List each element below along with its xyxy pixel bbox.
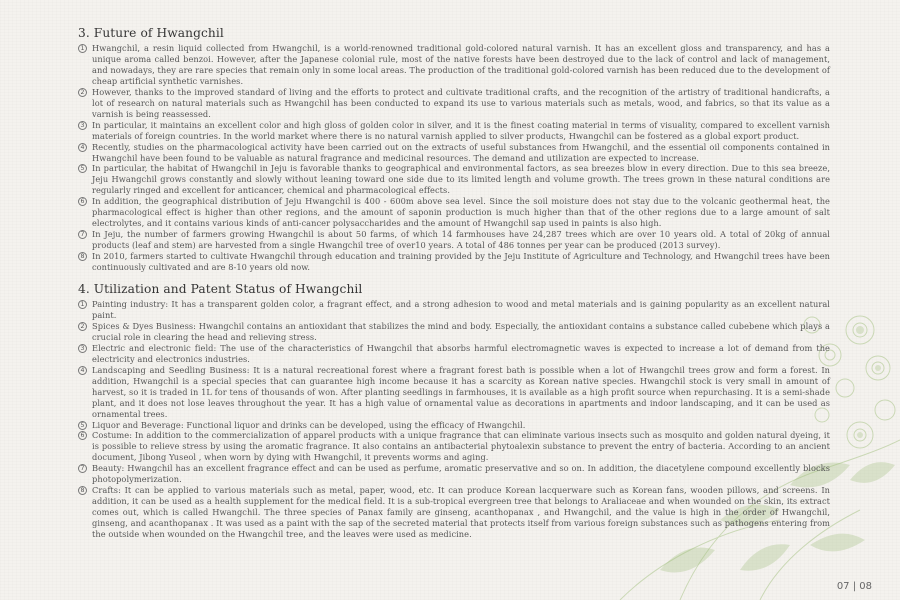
- item-number: 2: [78, 88, 87, 97]
- item-text: In particular, it maintains an excellent color and high gloss of golden color in silver, and it is the finest coating material in terms of visuality, compared to excellent varnish materials of foreign countries. In the world market where there is no natural varnish applied to silver products, Hwangchil can be fostered as a global export product.: [92, 119, 830, 141]
- list-item: [78, 485, 830, 540]
- page-number: 07 | 08: [836, 581, 872, 592]
- item-number: 3: [78, 344, 87, 353]
- section-4-title: 4. Utilization and Patent Status of Hwangchil: [78, 282, 363, 297]
- item-text: Spices & Dyes Business: Hwangchil contains an antioxidant that stabilizes the mind and body. Especially, the antioxidant contains a substance called cubebene which plays a crucial role in clearing the head and relieving stress.: [92, 320, 830, 342]
- item-text: Liquor and Beverage: Functional liquor and drinks can be developed, using the efficacy of Hwangchil.: [92, 419, 526, 430]
- section-3-list: [78, 43, 830, 273]
- item-number: 8: [78, 486, 87, 495]
- item-number: 8: [78, 252, 87, 261]
- item-number: 7: [78, 464, 87, 473]
- list-item: [78, 420, 830, 431]
- item-number: 1: [78, 300, 87, 309]
- item-text: However, thanks to the improved standard of living and the efforts to protect and cultivate traditional crafts, and the recognition of the artistry of traditional handicrafts, a lot of research on natural materials such as Hwangchil has been conducted to expand its use to various materials such as metals, wood, and fabrics, so that its value as a varnish is being reassessed.: [92, 86, 830, 119]
- list-item: [78, 163, 830, 196]
- list-item: [78, 463, 830, 485]
- item-text: Beauty: Hwangchil has an excellent fragrance effect and can be used as perfume, aromatic preservative and so on. In addition, the diacetylene compound excellently blocks photopolymerization.: [92, 463, 830, 485]
- item-number: 5: [78, 421, 87, 430]
- item-number: 1: [78, 44, 87, 53]
- list-item: [78, 120, 830, 142]
- item-text: Costume: In addition to the commercialization of apparel products with a unique fragrance that can eliminate various insects such as mosquito and golden natural dyeing, it is possible to relieve stress by using the aromatic fragrance. It also contains an antibacterial phytoalexin substance to prevent the entry of bacteria. According to an ancient document, Jibong Yuseol , when worn by dying with Hwangchil, it prevents worms and aging.: [92, 430, 830, 463]
- item-number: 6: [78, 197, 87, 206]
- item-text: In 2010, farmers started to cultivate Hwangchil through education and training provided by the Jeju Institute of Agriculture and Technology, and Hwangchil trees have been continuously cultivated and are 8-10 years old now.: [92, 251, 830, 273]
- list-item: [78, 299, 830, 321]
- item-text: Painting industry: It has a transparent golden color, a fragrant effect, and a strong adhesion to wood and metal materials and is gaining popularity as an excellent natural paint.: [92, 299, 830, 320]
- item-number: 4: [78, 366, 87, 375]
- list-item: [78, 142, 830, 164]
- item-number: 2: [78, 322, 87, 331]
- item-text: Hwangchil, a resin liquid collected from Hwangchil, is a world-renowned traditional gold-colored natural varnish. It has an excellent gloss and transparency, and has a unique aroma called benzoi. However, after the Japanese colonial rule, most of the native forests have been destroyed due to the lack of control and lack of management, and nowadays, they are rare species that remain only in some local areas. The production of the traditional gold-colored varnish has been reduced due to the development of cheap artificial synthetic varnishes.: [92, 43, 830, 86]
- item-text: In addition, the geographical distribution of Jeju Hwangchil is 400 - 600m above sea level. Since the soil moisture does not stay due to the volcanic geothermal heat, the pharmacological effect is higher than other regions, and the amount of saponin production is much higher than that of the other regions due to a large amount of salt electrolytes, and it contains various kinds of anti-cancer polysaccharides and the amount of Hwangchil sap used in paints is also high.: [92, 196, 830, 229]
- item-number: 7: [78, 230, 87, 239]
- list-item: [78, 365, 830, 420]
- section-3-title: 3. Future of Hwangchil: [78, 26, 224, 40]
- list-item: [78, 87, 830, 120]
- item-number: 4: [78, 143, 87, 152]
- list-item: [78, 229, 830, 251]
- page-content: [78, 26, 830, 540]
- item-text: Recently, studies on the pharmacological activity have been carried out on the extracts of useful substances from Hwangchil, and the essential oil components contained in Hwangchil have been found to be valuable as natural fragrance and medicinal resources. The demand and utilization are expected to increase.: [92, 141, 830, 163]
- list-item: [78, 196, 830, 229]
- list-item: [78, 343, 830, 365]
- list-item: [78, 430, 830, 463]
- item-text: Crafts: It can be applied to various materials such as metal, paper, wood, etc. It can produce Korean lacquerware such as Korean fans, wooden pillows, and screens. In addition, it can be used as a health supplement for the medical field. It is a sub-tropical evergreen tree that belongs to Araliaceae and when wounded on the skin, its extract comes out, which is called Hwangchil. The three species of Panax family are ginseng, acanthopanax , and Hwangchil, and the value is high in the order of Hwangchil, ginseng, and acanthopanax . It was used as a paint with the sap of the secreted material that protects itself from various foreign substances such as pathogens entering from the outside when wounded on the Hwangchil tree, and the leaves were used as medicine.: [92, 485, 830, 540]
- item-number: 6: [78, 431, 87, 440]
- list-item: [78, 251, 830, 273]
- item-text: In particular, the habitat of Hwangchil in Jeju is favorable thanks to geographical and environmental factors, as sea breezes blow in every direction. Due to this sea breeze, Jeju Hwangchil grows constantly and slowly without leaning toward one side due to its limited length and volume growth. The trees grown in these natural conditions are regularly ringed and excellent for anticancer, chemical and pharmacological effects.: [92, 163, 830, 196]
- item-number: 3: [78, 121, 87, 130]
- section-4-list: [78, 299, 830, 540]
- item-text: Landscaping and Seedling Business: It is a natural recreational forest where a fragrant forest bath is possible when a lot of Hwangchil trees grow and form a forest. In addition, Hwangchil is a special species that can guarantee high income because it has a scarcity as Korean native species. Hwangchil stock is very small in amount of harvest, so it is traded in 1L for tens of thousands of won. After planting seedlings in farmhouses, it is available as a high profit source when repurchasing. It is a semi-shade plant, and it does not lose leaves throughout the year. It has a high value of ornamental value as decorations in apartments and indoor landscaping, and it can be used as ornamental trees.: [92, 364, 830, 419]
- item-number: 5: [78, 164, 87, 173]
- item-text: Electric and electronic field: The use of the characteristics of Hwangchil that absorbs harmful electromagnetic waves is expected to increase a lot of demand from the electricity and electronics industries.: [92, 342, 830, 364]
- list-item: [78, 43, 830, 87]
- list-item: [78, 321, 830, 343]
- item-text: In Jeju, the number of farmers growing Hwangchil is about 50 farms, of which 14 farmhouses have 24,287 trees which are over 10 years old. A total of 20kg of annual products (leaf and stem) are harvested from a single Hwangchil tree of over10 years. A total of 486 tonnes per year can be produced (2013 survey).: [92, 229, 830, 251]
